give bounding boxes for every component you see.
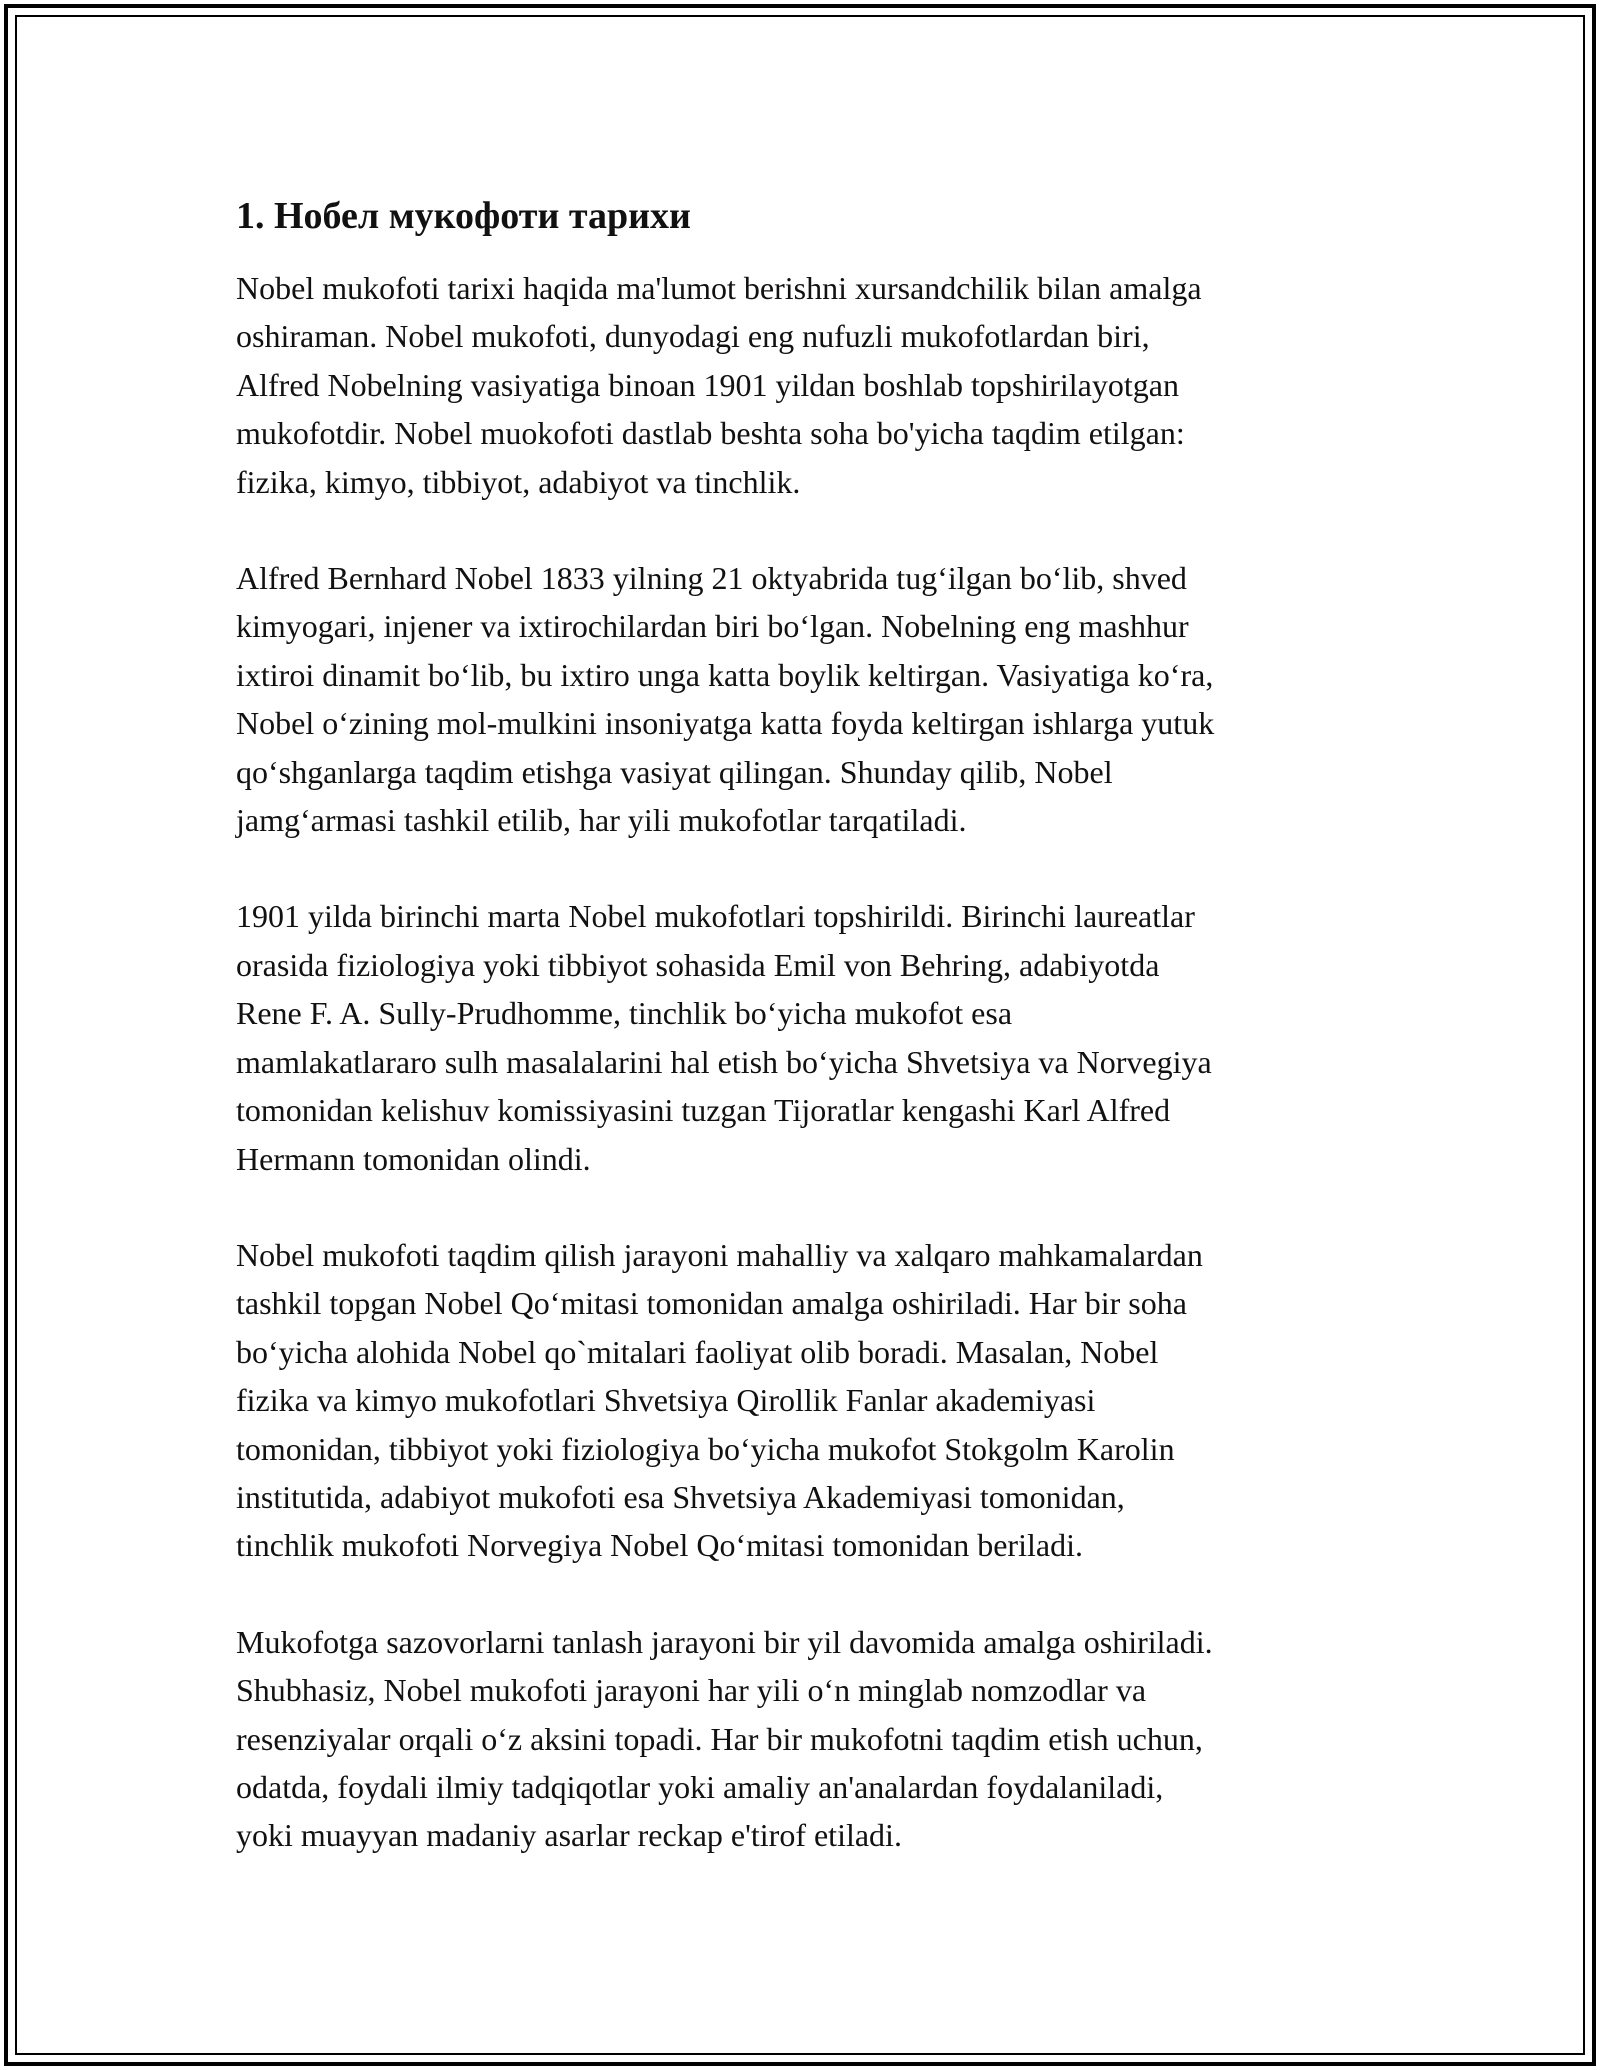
text-line: fizika, kimyo, tibbiyot, adabiyot va tinchlik. xyxy=(236,463,801,500)
text-line: Alfred Nobelning vasiyatiga binoan 1901 yildan boshlab topshirilayotgan xyxy=(236,366,1179,403)
text-line: institutida, adabiyot mukofoti esa Shvetsiya Akademiyasi tomonidan, xyxy=(236,1478,1125,1515)
paragraph-4 xyxy=(236,1231,1386,1570)
text-line: Shubhasiz, Nobel mukofoti jarayoni har yili o‘n minglab nomzodlar va xyxy=(236,1672,1147,1709)
text-line: jamg‘armasi tashkil etilib, har yili mukofotlar tarqatiladi. xyxy=(236,802,967,839)
text-line: Mukofotga sazovorlarni tanlash jarayoni bir yil davomida amalga oshiriladi. xyxy=(236,1623,1213,1660)
text-line: tinchlik mukofoti Norvegiya Nobel Qo‘mitasi tomonidan beriladi. xyxy=(236,1527,1083,1564)
text-line: orasida fiziologiya yoki tibbiyot sohasida Emil von Behring, adabiyotda xyxy=(236,946,1160,983)
text-line: bo‘yicha alohida Nobel qo`mitalari faoliyat olib boradi. Masalan, Nobel xyxy=(236,1333,1159,1370)
document-body xyxy=(236,190,1386,1908)
section-heading: 1. Нобел мукофоти тарихи xyxy=(236,195,691,237)
text-line: mukofotdir. Nobel muokofoti dastlab beshta soha bo'yicha taqdim etilgan: xyxy=(236,415,1185,452)
text-line: oshiraman. Nobel mukofoti, dunyodagi eng nufuzli mukofotlardan biri, xyxy=(236,318,1150,355)
text-line: tomonidan kelishuv komissiyasini tuzgan Tijoratlar kengashi Karl Alfred xyxy=(236,1092,1171,1129)
text-line: Nobel mukofoti tarixi haqida ma'lumot berishni xursandchilik bilan amalga xyxy=(236,270,1202,306)
text-line: mamlakatlararo sulh masalalarini hal etish bo‘yicha Shvetsiya va Norvegiya xyxy=(236,1043,1212,1080)
text-line: kimyogari, injener va ixtirochilardan biri bo‘lgan. Nobelning eng mashhur xyxy=(236,608,1189,645)
text-line: Rene F. A. Sully-Prudhomme, tinchlik bo‘yicha mukofot esa xyxy=(236,995,1013,1032)
paragraph-2 xyxy=(236,554,1386,844)
text-line: fizika va kimyo mukofotlari Shvetsiya Qirollik Fanlar akademiyasi xyxy=(236,1382,1096,1419)
text-line: Alfred Bernhard Nobel 1833 yilning 21 oktyabrida tug‘ilgan bo‘lib, shved xyxy=(236,560,1187,597)
text-line: resenziyalar orqali o‘z aksini topadi. Har bir mukofotni taqdim etish uchun, xyxy=(236,1720,1203,1757)
text-line: qo‘shganlarga taqdim etishga vasiyat qilingan. Shunday qilib, Nobel xyxy=(236,753,1113,790)
text-line: tomonidan, tibbiyot yoki fiziologiya bo‘yicha mukofot Stokgolm Karolin xyxy=(236,1430,1175,1467)
text-line: yoki muayyan madaniy asarlar reckap e'tirof etiladi. xyxy=(236,1817,902,1854)
text-line: Nobel mukofoti taqdim qilish jarayoni mahalliy va xalqaro mahkamalardan xyxy=(236,1236,1203,1273)
paragraph-5 xyxy=(236,1618,1386,1860)
paragraph-1 xyxy=(236,264,1386,506)
text-line: Hermann tomonidan olindi. xyxy=(236,1140,591,1177)
text-line: odatda, foydali ilmiy tadqiqotlar yoki amaliy an'analardan foydalaniladi, xyxy=(236,1768,1164,1805)
text-line: 1901 yilda birinchi marta Nobel mukofotlari topshirildi. Birinchi laureatlar xyxy=(236,898,1195,935)
text-line: tashkil topgan Nobel Qo‘mitasi tomonidan amalga oshiriladi. Har bir soha xyxy=(236,1285,1187,1322)
paragraph-3 xyxy=(236,892,1386,1182)
text-line: Nobel o‘zining mol-mulkini insoniyatga katta foyda keltirgan ishlarga yutuk xyxy=(236,705,1215,742)
text-line: ixtiroi dinamit bo‘lib, bu ixtiro unga katta boylik keltirgan. Vasiyatiga ko‘ra, xyxy=(236,656,1214,693)
